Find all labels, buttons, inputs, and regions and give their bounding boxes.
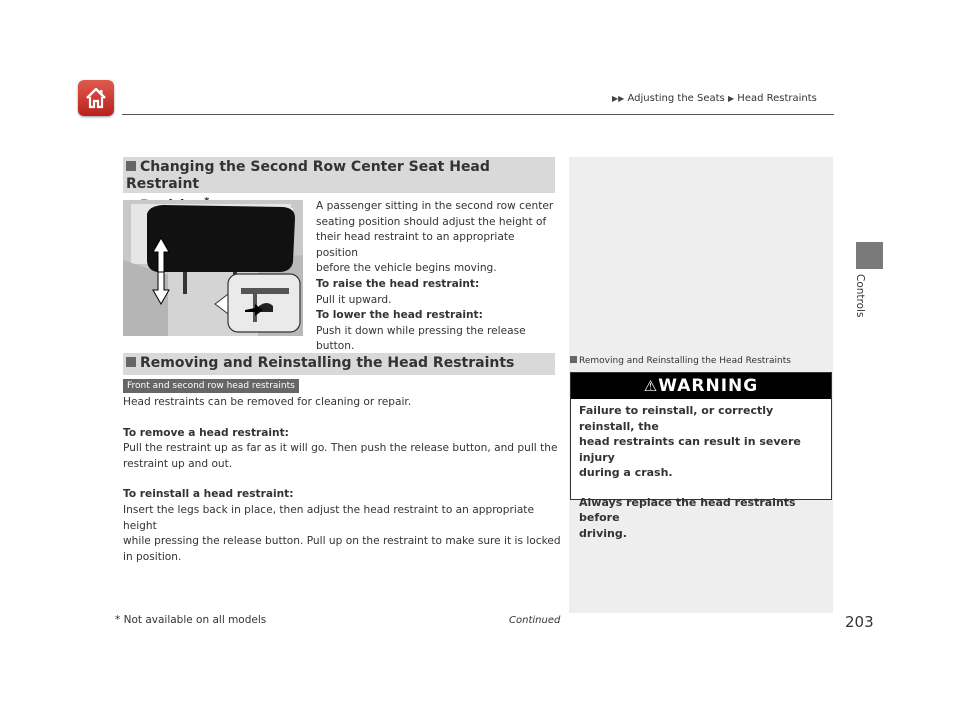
section-heading-bar — [123, 353, 555, 375]
text-line: restraint up and out. — [123, 457, 233, 470]
page-number: 203 — [845, 613, 874, 631]
text-line: seating position should adjust the height of — [316, 215, 547, 228]
text-line: in position. — [123, 550, 182, 563]
text-line: while pressing the release button. Pull up on the restraint to make sure it is locked — [123, 535, 561, 548]
text-line: Head restraints can be removed for cleaning or repair. — [123, 396, 412, 408]
heading-square-icon — [126, 357, 136, 367]
home-icon — [84, 86, 108, 110]
applicability-tag: Front and second row head restraints — [123, 379, 299, 393]
footnote: * Not available on all models — [115, 614, 267, 626]
text-line: before the vehicle begins moving. — [316, 262, 497, 275]
section2-text — [123, 395, 563, 565]
section-heading: Removing and Reinstalling the Head Restraints — [126, 355, 514, 372]
warning-header: ⚠WARNING — [571, 373, 831, 399]
lower-text: button. — [316, 340, 355, 353]
section-heading-bar — [123, 157, 555, 193]
head-restraint-illustration — [123, 200, 303, 336]
text-line: Pull the restraint up as far as it will go. Then push the release button, and pull the — [123, 442, 558, 455]
breadcrumb — [612, 93, 817, 104]
warning-icon: ⚠ — [643, 377, 659, 395]
breadcrumb-item[interactable]: Adjusting the Seats — [627, 93, 725, 104]
raise-text: Pull it upward. — [316, 293, 392, 306]
continued-label: Continued — [509, 615, 561, 626]
section-heading: Changing the Second Row Center Seat Head Restraint — [126, 159, 490, 192]
lower-text: Push it down while pressing the release — [316, 324, 526, 337]
breadcrumb-item[interactable]: Head Restraints — [737, 93, 817, 104]
raise-title: To raise the head restraint: — [316, 277, 480, 290]
text-line: Insert the legs back in place, then adjust the head restraint to an appropriate height — [123, 503, 534, 532]
home-button[interactable] — [78, 80, 114, 116]
note-title: Removing and Reinstalling the Head Restraints — [570, 356, 791, 366]
text-line: their head restraint to an appropriate position — [316, 231, 515, 259]
reinstall-title: To reinstall a head restraint: — [123, 488, 294, 501]
section-tab-label: Controls — [854, 274, 866, 318]
remove-title: To remove a head restraint: — [123, 426, 289, 439]
note-marker-icon — [570, 356, 577, 363]
breadcrumb-arrow-icon: ▶▶ — [612, 94, 625, 103]
section1-text — [316, 199, 556, 355]
warning-box — [570, 372, 832, 540]
text-line: A passenger sitting in the second row center — [316, 200, 554, 212]
heading-square-icon — [126, 161, 136, 171]
lower-title: To lower the head restraint: — [316, 309, 483, 322]
section-tab-marker[interactable] — [856, 242, 883, 269]
breadcrumb-arrow-icon: ▶ — [727, 94, 735, 103]
header-divider — [122, 114, 834, 115]
warning-text: Failure to reinstall, or correctly reinstall, the head restraints can result in severe injury during a crash. Always replace the head restraints before driving. — [579, 404, 801, 540]
